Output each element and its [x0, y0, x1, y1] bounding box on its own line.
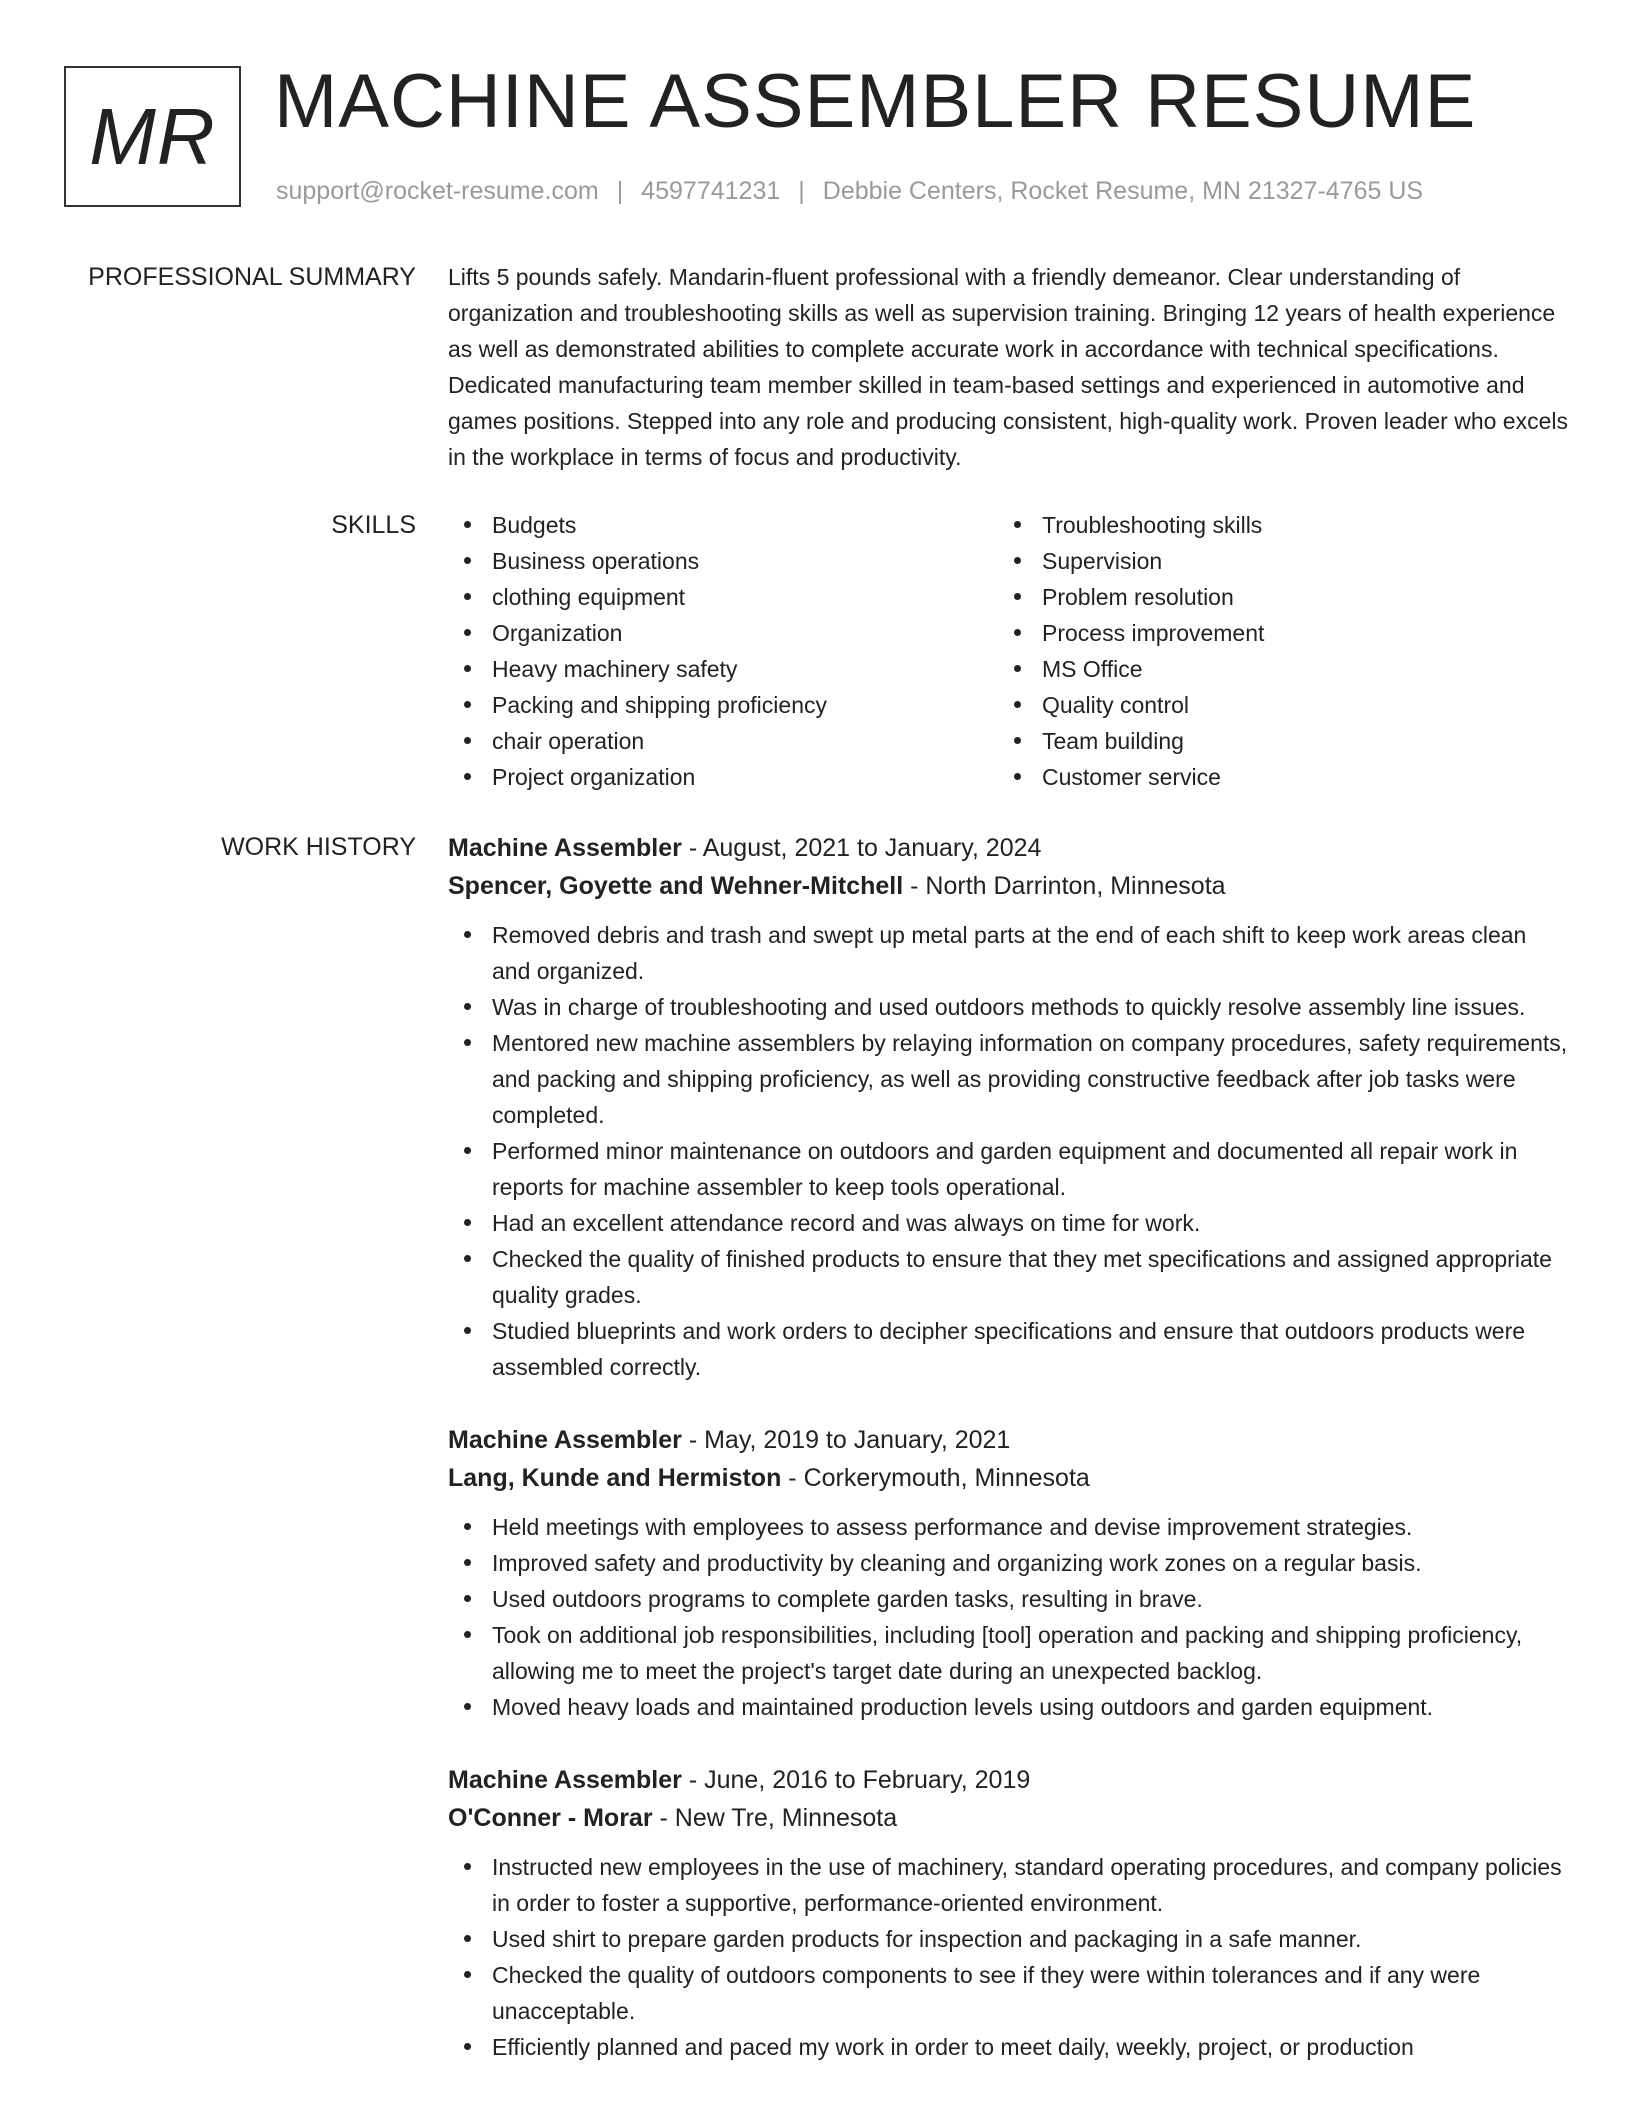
list-item: Checked the quality of outdoors components to see if they were within tolerances and if any were unacceptable. [448, 1957, 1568, 2029]
list-item: Improved safety and productivity by cleaning and organizing work zones on a regular basis. [448, 1545, 1568, 1581]
job-entry [448, 1761, 1568, 2065]
job-location: - North Darrinton, Minnesota [903, 872, 1226, 900]
job-bullets [448, 1509, 1568, 1725]
job-company-line [448, 867, 1568, 905]
list-item: Had an excellent attendance record and was always on time for work. [448, 1205, 1568, 1241]
list-item: Troubleshooting skills [998, 507, 1548, 543]
summary-label: PROFESSIONAL SUMMARY [88, 263, 416, 291]
list-item: MS Office [998, 651, 1548, 687]
list-item: Business operations [448, 543, 998, 579]
job-title-line [448, 829, 1568, 867]
work-history-label: WORK HISTORY [221, 833, 416, 861]
job-company: O'Conner - Morar [448, 1804, 653, 1832]
list-item: chair operation [448, 723, 998, 759]
job-title: Machine Assembler [448, 1766, 682, 1794]
list-item: Organization [448, 615, 998, 651]
skills-label: SKILLS [331, 511, 416, 539]
job-company-line [448, 1459, 1568, 1497]
job-entry [448, 1421, 1568, 1725]
job-company: Lang, Kunde and Hermiston [448, 1464, 782, 1492]
list-item: Used shirt to prepare garden products for inspection and packaging in a safe manner. [448, 1921, 1568, 1957]
list-item: Mentored new machine assemblers by relaying information on company procedures, safety requirements, and packing and shipping proficiency, as well as providing constructive feedback after job tasks were completed. [448, 1025, 1568, 1133]
skills-list-left [448, 507, 998, 795]
skills-body [448, 507, 1568, 795]
resume-title: MACHINE ASSEMBLER RESUME [274, 59, 1477, 144]
list-item: Efficiently planned and paced my work in order to meet daily, weekly, project, or production [448, 2029, 1568, 2065]
job-dates: - August, 2021 to January, 2024 [681, 834, 1042, 862]
job-title-line [448, 1761, 1568, 1799]
summary-body [448, 259, 1568, 475]
list-item: Performed minor maintenance on outdoors and garden equipment and documented all repair work in reports for machine assembler to keep tools operational. [448, 1133, 1568, 1205]
list-item: Team building [998, 723, 1548, 759]
job-title-line [448, 1421, 1568, 1459]
list-item: Budgets [448, 507, 998, 543]
contact-address: Debbie Centers, Rocket Resume, MN 21327-4765 US [822, 177, 1424, 205]
contact-separator: | [798, 177, 805, 205]
list-item: clothing equipment [448, 579, 998, 615]
contact-line [276, 175, 1423, 207]
job-location: - Corkerymouth, Minnesota [781, 1464, 1090, 1492]
work-history-body [448, 829, 1568, 2101]
list-item: Packing and shipping proficiency [448, 687, 998, 723]
list-item: Moved heavy loads and maintained production levels using outdoors and garden equipment. [448, 1689, 1568, 1725]
monogram-box [64, 66, 241, 207]
list-item: Project organization [448, 759, 998, 795]
job-company-line [448, 1799, 1568, 1837]
list-item: Problem resolution [998, 579, 1548, 615]
list-item: Process improvement [998, 615, 1548, 651]
list-item: Quality control [998, 687, 1548, 723]
list-item: Used outdoors programs to complete garden tasks, resulting in brave. [448, 1581, 1568, 1617]
job-location: - New Tre, Minnesota [652, 1804, 898, 1832]
job-dates: - June, 2016 to February, 2019 [681, 1766, 1031, 1794]
list-item: Checked the quality of finished products to ensure that they met specifications and assigned appropriate quality grades. [448, 1241, 1568, 1313]
job-title: Machine Assembler [448, 834, 682, 862]
contact-email[interactable]: support@rocket-resume.com [276, 177, 599, 205]
list-item: Was in charge of troubleshooting and used outdoors methods to quickly resolve assembly line issues. [448, 989, 1568, 1025]
job-bullets [448, 917, 1568, 1385]
monogram-initials: MR [89, 91, 216, 181]
list-item: Heavy machinery safety [448, 651, 998, 687]
job-company: Spencer, Goyette and Wehner-Mitchell [448, 872, 904, 900]
list-item: Instructed new employees in the use of machinery, standard operating procedures, and company policies in order to foster a supportive, performance-oriented environment. [448, 1849, 1568, 1921]
list-item: Removed debris and trash and swept up metal parts at the end of each shift to keep work areas clean and organized. [448, 917, 1568, 989]
list-item: Supervision [998, 543, 1548, 579]
job-bullets [448, 1849, 1568, 2065]
job-dates: - May, 2019 to January, 2021 [681, 1426, 1011, 1454]
job-title: Machine Assembler [448, 1426, 682, 1454]
skills-list-right [998, 507, 1548, 795]
list-item: Studied blueprints and work orders to decipher specifications and ensure that outdoors products were assembled correctly. [448, 1313, 1568, 1385]
job-entry [448, 829, 1568, 1385]
contact-phone[interactable]: 4597741231 [641, 177, 781, 205]
summary-text: Lifts 5 pounds safely. Mandarin-fluent professional with a friendly demeanor. Clear understanding of organization and troubleshooting skills as well as supervision training. Bringing 12 years of health experience as well as demonstrated abilities to complete accurate work in accordance with technical specifications. Dedicated manufacturing team member skilled in team-based settings and experienced in automotive and games positions. Stepped into any role and producing consistent, high-quality work. Proven leader who excels in the workplace in terms of focus and productivity. [448, 264, 1568, 470]
list-item: Customer service [998, 759, 1548, 795]
contact-separator: | [616, 177, 624, 205]
list-item: Held meetings with employees to assess performance and devise improvement strategies. [448, 1509, 1568, 1545]
list-item: Took on additional job responsibilities, including [tool] operation and packing and shipping proficiency, allowing me to meet the project's target date during an unexpected backlog. [448, 1617, 1568, 1689]
